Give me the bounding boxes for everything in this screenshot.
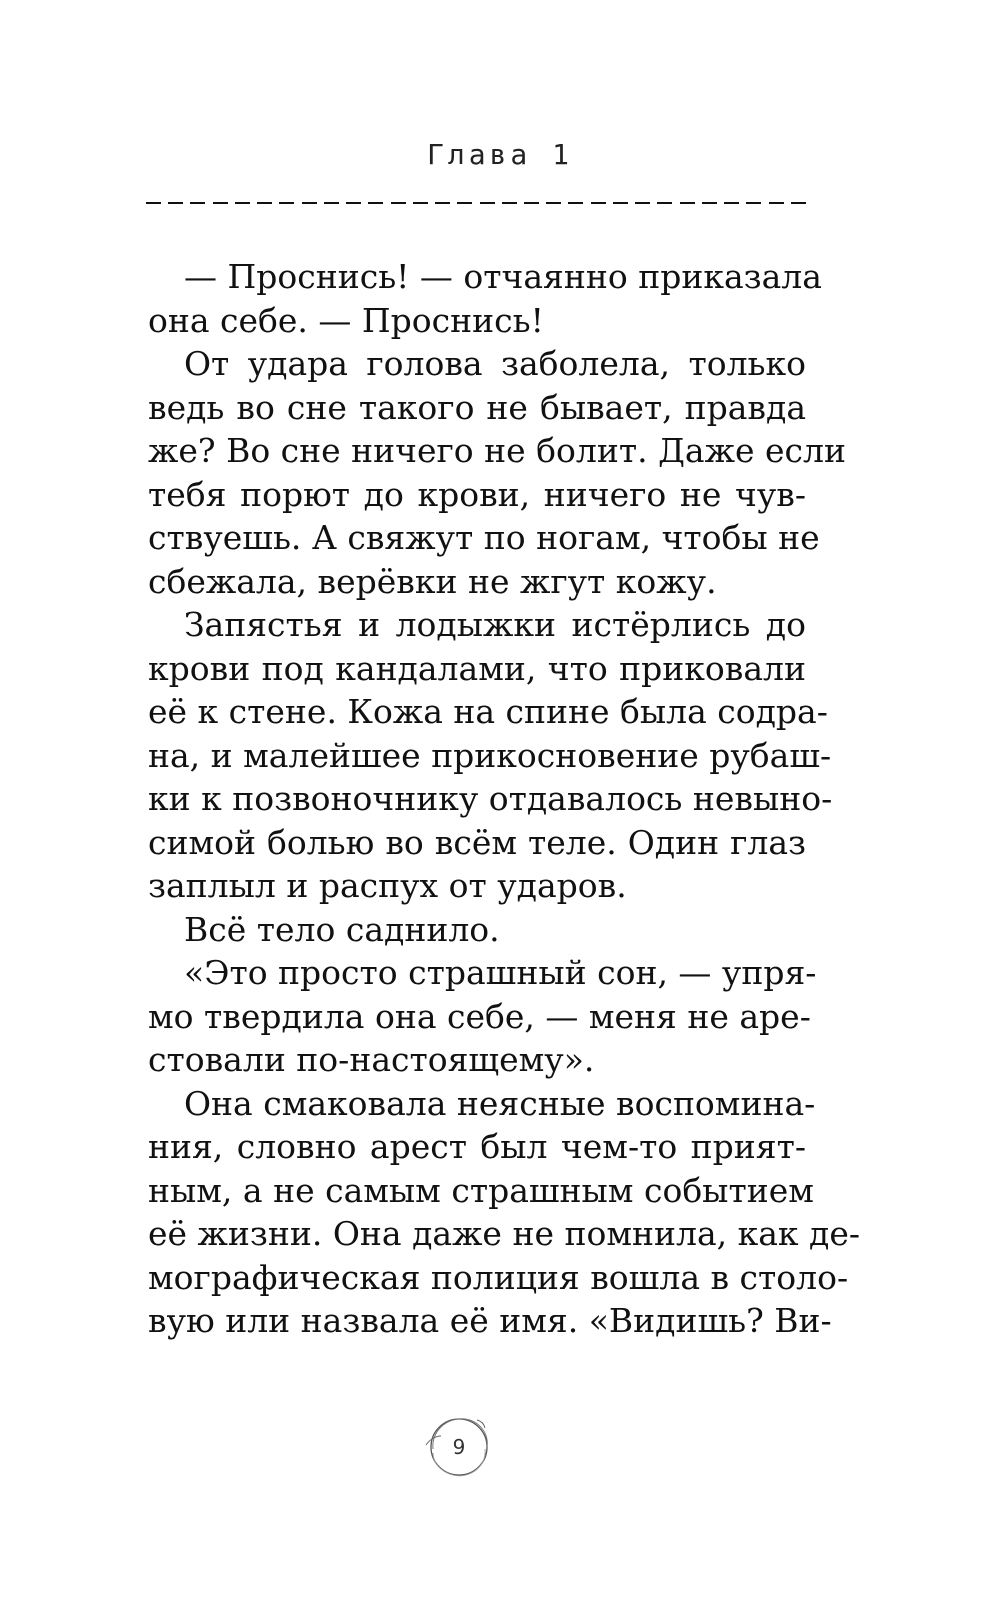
text-line: её к стене. Кожа на спине была содра-: [148, 692, 828, 731]
text-line: крови под кандалами, что приковали: [148, 648, 806, 688]
divider-dash: [257, 202, 272, 205]
text-line: ным, а не самым страшным событием: [148, 1170, 814, 1210]
divider-dash: [302, 202, 317, 205]
text-line: Всё тело саднило.: [184, 909, 500, 949]
divider-dash: [680, 202, 695, 205]
divider-dash: [346, 202, 361, 205]
page-number-ornament: [421, 1409, 497, 1485]
divider-dash: [635, 202, 650, 205]
text-line: она себе. — Проснись!: [148, 300, 544, 340]
text-line: Запястья и лодыжки истёрлись до: [184, 605, 806, 644]
divider-dash: [168, 202, 183, 205]
text-line: ки к позвоночнику отдавалось невыно-: [148, 779, 833, 818]
divider-dash: [213, 202, 228, 205]
divider-dash: [146, 202, 161, 205]
divider-dash: [657, 202, 672, 205]
divider-dash: [591, 202, 606, 205]
text-line: «Это просто страшный сон, — упря-: [184, 953, 817, 992]
divider-dash: [324, 202, 339, 205]
text-line: Она смаковала неясные воспомина-: [184, 1083, 816, 1123]
page-number: 9: [452, 1435, 466, 1459]
divider-dash: [524, 202, 539, 205]
text-line: вую или назвала её имя. «Видишь? Ви-: [148, 1301, 832, 1340]
body-text: [148, 255, 861, 1343]
divider-dash: [613, 202, 628, 205]
text-line: мо твердила она себе, — меня не аре-: [148, 996, 811, 1036]
text-line: заплыл и распух от ударов.: [148, 866, 627, 905]
divider-dash: [435, 202, 450, 205]
chapter-title: Глава 1: [426, 138, 573, 171]
divider-dash: [279, 202, 294, 205]
text-line: ствуешь. А свяжут по ногам, чтобы не: [148, 518, 820, 557]
text-line: ния, словно арест был чем-то прият-: [148, 1127, 806, 1166]
divider-dash: [190, 202, 205, 205]
divider-dash: [546, 202, 561, 205]
divider-dash: [235, 202, 250, 205]
text-line: сбежала, верёвки не жгут кожу.: [148, 561, 717, 601]
divider-dash: [791, 202, 806, 205]
divider-dash: [457, 202, 472, 205]
divider-dash: [413, 202, 428, 205]
divider-dash: [391, 202, 406, 205]
text-line: стовали по-настоящему».: [148, 1040, 595, 1079]
divider-dash: [769, 202, 784, 205]
text-line: на, и малейшее прикосновение рубаш-: [148, 735, 832, 775]
text-line: — Проснись! — отчаянно приказала: [184, 257, 822, 296]
text-line: мографическая полиция вошла в столо-: [148, 1257, 849, 1297]
divider-dash: [724, 202, 739, 205]
text-line: её жизни. Она даже не помнила, как де-: [148, 1214, 861, 1253]
divider-dash: [568, 202, 583, 205]
divider-dash: [502, 202, 517, 205]
divider-dash: [702, 202, 717, 205]
divider-dash: [368, 202, 383, 205]
text-line: же? Во сне ничего не болит. Даже если: [148, 431, 846, 470]
divider-dash: [746, 202, 761, 205]
divider-dash: [480, 202, 495, 205]
text-line: симой болью во всём теле. Один глаз: [148, 822, 806, 862]
text-line: тебя порют до крови, ничего не чув-: [148, 474, 806, 514]
text-line: От удара голова заболела, только: [184, 344, 806, 383]
chapter-divider: [146, 190, 806, 216]
text-line: ведь во сне такого не бывает, правда: [148, 387, 806, 427]
